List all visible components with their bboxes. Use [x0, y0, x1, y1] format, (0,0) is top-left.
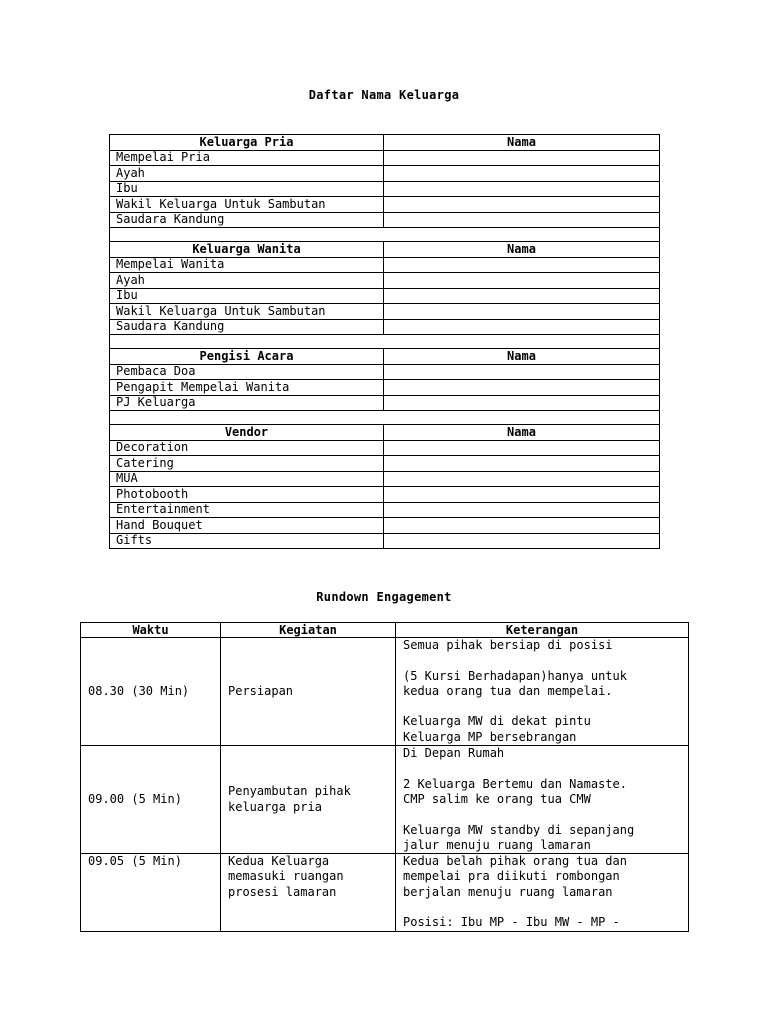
table-row	[110, 257, 660, 273]
section-header: Pengisi Acara	[110, 349, 384, 365]
table-row	[110, 502, 660, 518]
spacer-cell	[110, 228, 660, 242]
spacer-row	[110, 411, 660, 425]
role-label: Photobooth	[110, 487, 384, 503]
rundown-table	[80, 622, 689, 932]
table-row	[110, 273, 660, 289]
table-row	[110, 181, 660, 197]
waktu-header: Waktu	[81, 623, 221, 638]
rundown-time: 08.30 (30 Min)	[81, 638, 221, 746]
role-label: Hand Bouquet	[110, 518, 384, 534]
keterangan-header: Keterangan	[396, 623, 689, 638]
table-row	[110, 533, 660, 549]
name-cell	[384, 487, 660, 503]
role-label: Ayah	[110, 166, 384, 182]
section-header: Keluarga Pria	[110, 135, 384, 151]
table-row	[110, 471, 660, 487]
spacer-cell	[110, 335, 660, 349]
spacer-cell	[110, 411, 660, 425]
section-header: Vendor	[110, 425, 384, 441]
role-label: Saudara Kandung	[110, 319, 384, 335]
rundown-time: 09.05 (5 Min)	[81, 854, 221, 931]
name-cell	[384, 257, 660, 273]
table-row	[110, 380, 660, 396]
table-row	[110, 440, 660, 456]
name-cell	[384, 212, 660, 228]
rundown-notes: Di Depan Rumah 2 Keluarga Bertemu dan Namaste. CMP salim ke orang tua CMW Keluarga MW standby di sepanjang jalur menuju ruang lamaran	[396, 746, 689, 854]
rundown-row	[81, 854, 689, 931]
role-label: Entertainment	[110, 502, 384, 518]
name-cell	[384, 533, 660, 549]
role-label: Ibu	[110, 181, 384, 197]
name-column-header: Nama	[384, 349, 660, 365]
rundown-notes: Semua pihak bersiap di posisi (5 Kursi Berhadapan)hanya untuk kedua orang tua dan mempelai. Keluarga MW di dekat pintu Keluarga MP bersebrangan	[396, 638, 689, 746]
role-label: Catering	[110, 456, 384, 472]
role-label: Wakil Keluarga Untuk Sambutan	[110, 197, 384, 213]
rundown-activity: Persiapan	[221, 638, 396, 746]
table-row	[110, 304, 660, 320]
name-cell	[384, 518, 660, 534]
name-cell	[384, 456, 660, 472]
name-column-header: Nama	[384, 135, 660, 151]
section-header-row	[110, 349, 660, 365]
rundown-activity: Penyambutan pihak keluarga pria	[221, 746, 396, 854]
name-cell	[384, 181, 660, 197]
table-row	[110, 518, 660, 534]
role-label: MUA	[110, 471, 384, 487]
spacer-row	[110, 335, 660, 349]
name-cell	[384, 395, 660, 411]
role-label: Ibu	[110, 288, 384, 304]
rundown-time: 09.00 (5 Min)	[81, 746, 221, 854]
rundown-notes: Kedua belah pihak orang tua dan mempelai pra diikuti rombongan berjalan menuju ruang lamaran Posisi: Ibu MP - Ibu MW - MP -	[396, 854, 689, 931]
role-label: Pembaca Doa	[110, 364, 384, 380]
name-cell	[384, 471, 660, 487]
table-row	[110, 197, 660, 213]
name-cell	[384, 440, 660, 456]
name-cell	[384, 288, 660, 304]
name-cell	[384, 304, 660, 320]
section-header: Keluarga Wanita	[110, 242, 384, 258]
role-label: Ayah	[110, 273, 384, 289]
table-row	[110, 288, 660, 304]
role-label: PJ Keluarga	[110, 395, 384, 411]
rundown-title: Rundown Engagement	[316, 590, 452, 604]
section-header-row	[110, 242, 660, 258]
spacer-row	[110, 228, 660, 242]
name-cell	[384, 502, 660, 518]
role-label: Pengapit Mempelai Wanita	[110, 380, 384, 396]
table-row	[110, 319, 660, 335]
role-label: Saudara Kandung	[110, 212, 384, 228]
rundown-activity: Kedua Keluarga memasuki ruangan prosesi lamaran	[221, 854, 396, 931]
role-label: Decoration	[110, 440, 384, 456]
name-cell	[384, 273, 660, 289]
rundown-header-row	[81, 623, 689, 638]
name-cell	[384, 364, 660, 380]
table-row	[110, 212, 660, 228]
role-label: Gifts	[110, 533, 384, 549]
table-row	[110, 487, 660, 503]
table-row	[110, 456, 660, 472]
role-label: Wakil Keluarga Untuk Sambutan	[110, 304, 384, 320]
name-cell	[384, 197, 660, 213]
role-label: Mempelai Pria	[110, 150, 384, 166]
table-row	[110, 364, 660, 380]
name-cell	[384, 166, 660, 182]
rundown-row	[81, 746, 689, 854]
section-header-row	[110, 425, 660, 441]
name-column-header: Nama	[384, 425, 660, 441]
name-cell	[384, 319, 660, 335]
table-row	[110, 150, 660, 166]
rundown-row	[81, 638, 689, 746]
name-cell	[384, 380, 660, 396]
section-header-row	[110, 135, 660, 151]
table-row	[110, 166, 660, 182]
family-list-title: Daftar Nama Keluarga	[308, 88, 460, 102]
kegiatan-header: Kegiatan	[221, 623, 396, 638]
table-row	[110, 395, 660, 411]
name-column-header: Nama	[384, 242, 660, 258]
family-list-table	[109, 134, 660, 549]
role-label: Mempelai Wanita	[110, 257, 384, 273]
name-cell	[384, 150, 660, 166]
